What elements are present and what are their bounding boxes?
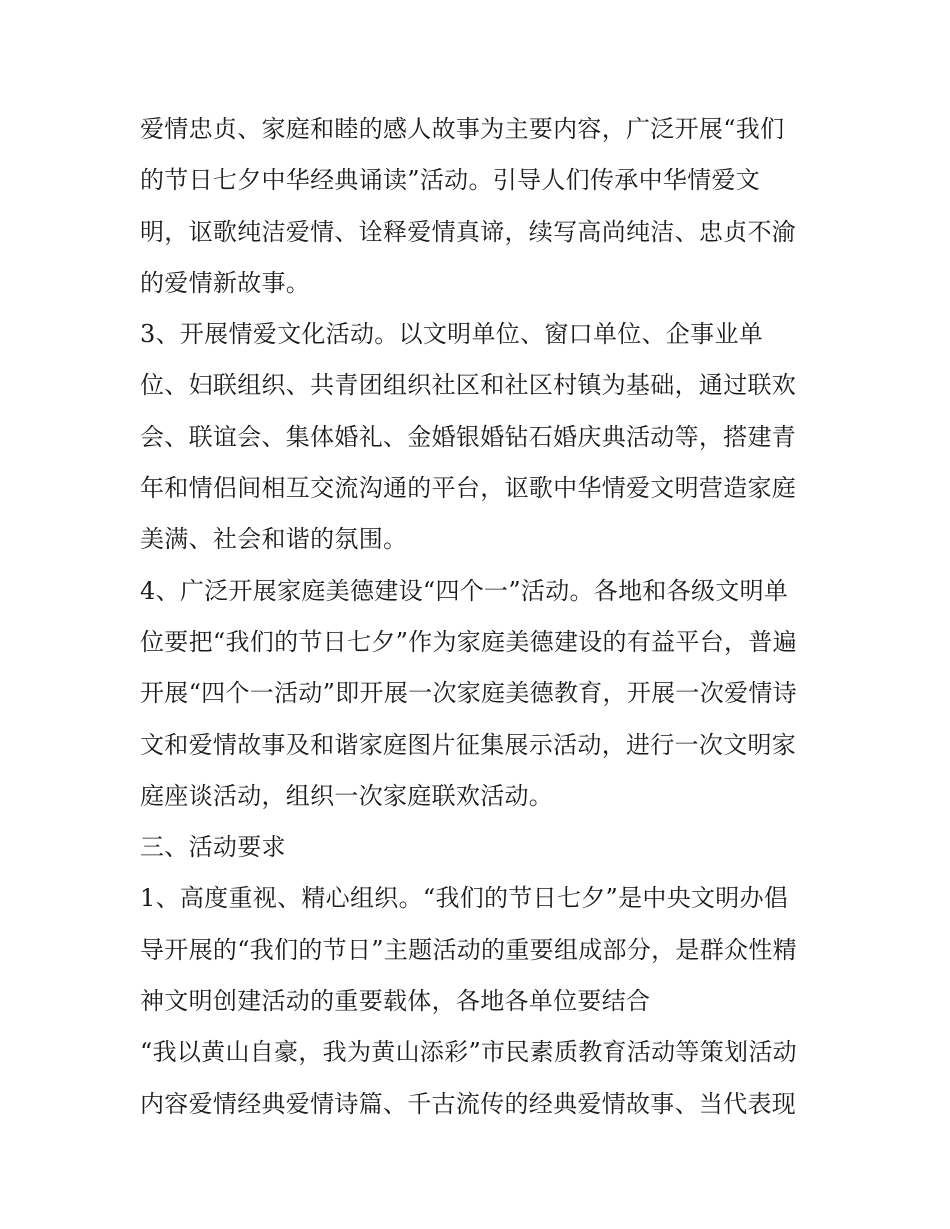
text-line: 位、妇联组织、共青团组织社区和社区村镇为基础，通过联欢 xyxy=(140,371,797,400)
text-line: 位要把“我们的节日七夕”作为家庭美德建设的有益平台，普遍 xyxy=(140,627,797,656)
text-line: 4、广泛开展家庭美德建设“四个一”活动。各地和各级文明单 xyxy=(140,576,789,605)
text-line: 明，讴歌纯洁爱情、诠释爱情真谛，续写高尚纯洁、忠贞不渝 xyxy=(140,217,797,246)
text-line: 会、联谊会、集体婚礼、金婚银婚钻石婚庆典活动等，搭建青 xyxy=(140,422,797,451)
section-heading: 三、活动要求 xyxy=(140,833,286,862)
text-line: 文和爱情故事及和谐家庭图片征集展示活动，进行一次文明家 xyxy=(140,730,797,759)
text-line: 神文明创建活动的重要载体，各地各单位要结合 xyxy=(140,987,651,1016)
text-line: “我以黄山自豪，我为黄山添彩”市民素质教育活动等策划活动 xyxy=(140,1038,797,1067)
text-line: 导开展的“我们的节日”主题活动的重要组成部分，是群众性精 xyxy=(140,935,797,964)
text-line: 庭座谈活动，组织一次家庭联欢活动。 xyxy=(140,781,554,810)
body-text xyxy=(140,104,830,1130)
text-line: 的爱情新故事。 xyxy=(140,268,311,297)
text-line: 1、高度重视、精心组织。“我们的节日七夕”是中央文明办倡 xyxy=(140,884,789,913)
text-line: 内容爱情经典爱情诗篇、千古流传的经典爱情故事、当代表现 xyxy=(140,1089,797,1118)
text-line: 美满、社会和谐的氛围。 xyxy=(140,525,408,554)
text-line: 3、开展情爱文化活动。以文明单位、窗口单位、企事业单 xyxy=(140,320,764,349)
text-line: 年和情侣间相互交流沟通的平台，讴歌中华情爱文明营造家庭 xyxy=(140,474,797,503)
text-line: 的节日七夕中华经典诵读”活动。引导人们传承中华情爱文 xyxy=(140,166,761,195)
text-line: 爱情忠贞、家庭和睦的感人故事为主要内容，广泛开展“我们 xyxy=(140,115,785,143)
text-line: 开展“四个一活动”即开展一次家庭美德教育，开展一次爱情诗 xyxy=(140,679,797,708)
